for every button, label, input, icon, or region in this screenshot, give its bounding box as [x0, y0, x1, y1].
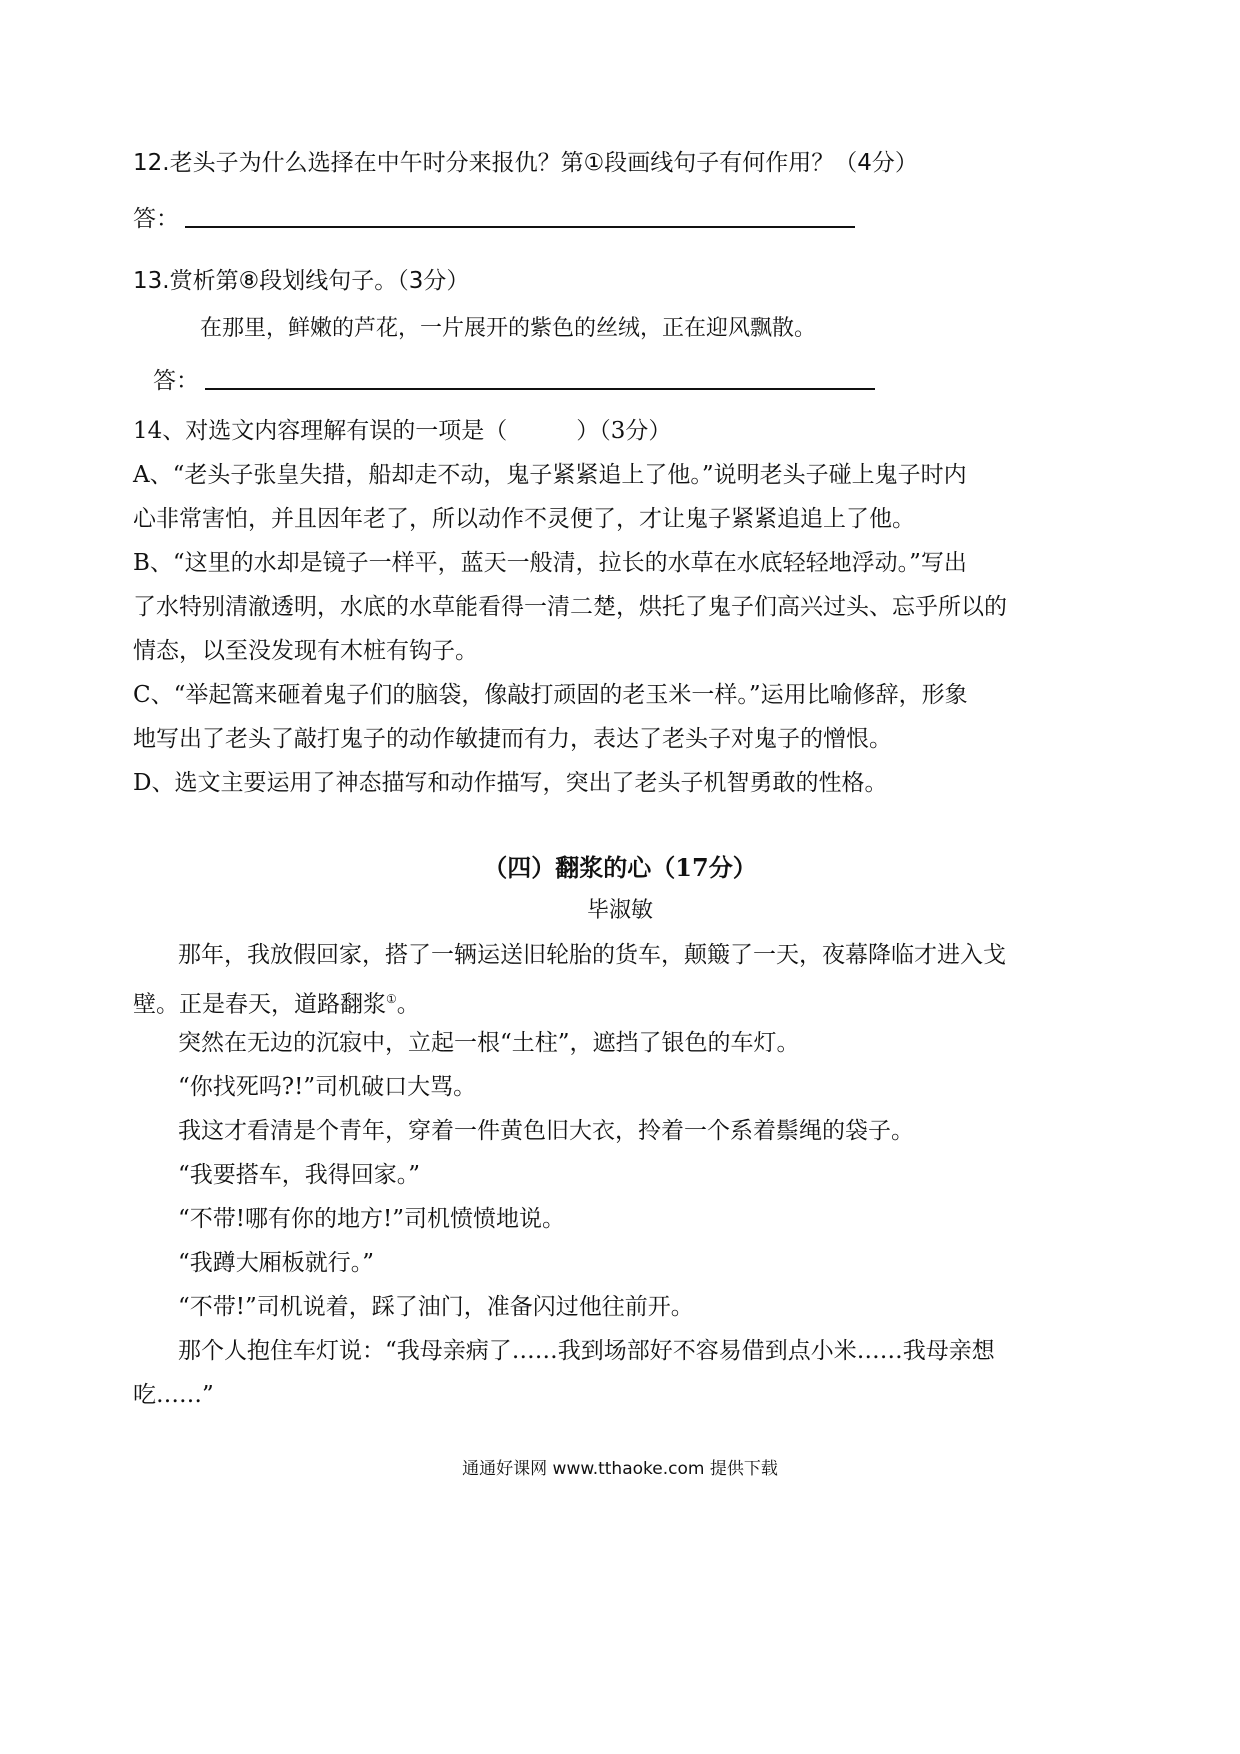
paragraph-line: “不带!哪有你的地方!”司机愤愤地说。	[178, 1206, 566, 1232]
option-d-line: D、选文主要运用了神态描写和动作描写，突出了老头子机智勇敢的性格。	[133, 770, 888, 796]
option-c-line-1: C、“举起篙来砸着鬼子们的脑袋，像敲打顽固的老玉米一样。”运用比喻修辞，形象	[133, 682, 968, 708]
option-b-line-1: B、“这里的水却是镜子一样平，蓝天一般清，拉长的水草在水底轻轻地浮动。”写出	[133, 550, 967, 576]
footnote-marker[interactable]: ①	[386, 992, 397, 1006]
passage-author: 毕淑敏	[586, 898, 653, 923]
paragraph-line: “不带!”司机说着，踩了油门，准备闪过他往前开。	[178, 1294, 694, 1320]
option-a-line-1: A、“老头子张皇失措，船却走不动，鬼子紧紧追上了他。”说明老头子碰上鬼子时内	[133, 462, 967, 488]
paragraph-line: 吃……”	[133, 1382, 214, 1408]
page-footer: 通通好课网 www.tthaoke.com 提供下载	[462, 1459, 778, 1479]
answer-row-13	[153, 366, 875, 396]
paragraph-line: 那个人抱住车灯说：“我母亲病了……我到场部好不容易借到点小米……我母亲想	[178, 1338, 995, 1364]
question-14: 14、对选文内容理解有误的一项是（ ）（3分）	[133, 418, 672, 444]
answer-label: 答：	[133, 206, 179, 232]
paragraph-1-line-1: 那年，我放假回家，搭了一辆运送旧轮胎的货车，颠簸了一天，夜幕降临才进入戈	[178, 942, 1006, 968]
answer-row-12	[133, 204, 855, 234]
question-13: 13.赏析第⑧段划线句子。（3分）	[133, 268, 470, 294]
paragraph-1-line-2	[133, 984, 420, 1020]
paragraph-line: “你找死吗?!”司机破口大骂。	[178, 1074, 477, 1100]
option-a-line-2: 心非常害怕，并且因年老了，所以动作不灵便了，才让鬼子紧紧追追上了他。	[133, 506, 915, 532]
paragraph-line: “我蹲大厢板就行。”	[178, 1250, 375, 1276]
paragraph-1-text: 壁。正是春天，道路翻浆	[133, 991, 386, 1018]
paragraph-1-end: 。	[396, 991, 420, 1018]
option-b-line-3: 情态，以至没发现有木桩有钩子。	[133, 638, 478, 664]
answer-label: 答：	[153, 368, 199, 394]
question-12: 12.老头子为什么选择在中午时分来报仇？第①段画线句子有何作用？（4分）	[133, 150, 918, 176]
quoted-sentence: 在那里，鲜嫩的芦花，一片展开的紫色的丝绒，正在迎风飘散。	[200, 316, 817, 341]
option-b-line-2: 了水特别清澈透明，水底的水草能看得一清二楚，烘托了鬼子们高兴过头、忘乎所以的	[133, 594, 1007, 620]
passage-title: （四）翻浆的心（17分）	[483, 853, 757, 882]
answer-line[interactable]	[205, 387, 875, 390]
answer-line[interactable]	[185, 225, 855, 228]
paragraph-line: 我这才看清是个青年，穿着一件黄色旧大衣，拎着一个系着鬃绳的袋子。	[178, 1118, 914, 1144]
option-c-line-2: 地写出了老头了敲打鬼子的动作敏捷而有力，表达了老头子对鬼子的憎恨。	[133, 726, 892, 752]
paragraph-line: 突然在无边的沉寂中，立起一根“土柱”，遮挡了银色的车灯。	[178, 1030, 800, 1056]
paragraph-line: “我要搭车，我得回家。”	[178, 1162, 421, 1188]
